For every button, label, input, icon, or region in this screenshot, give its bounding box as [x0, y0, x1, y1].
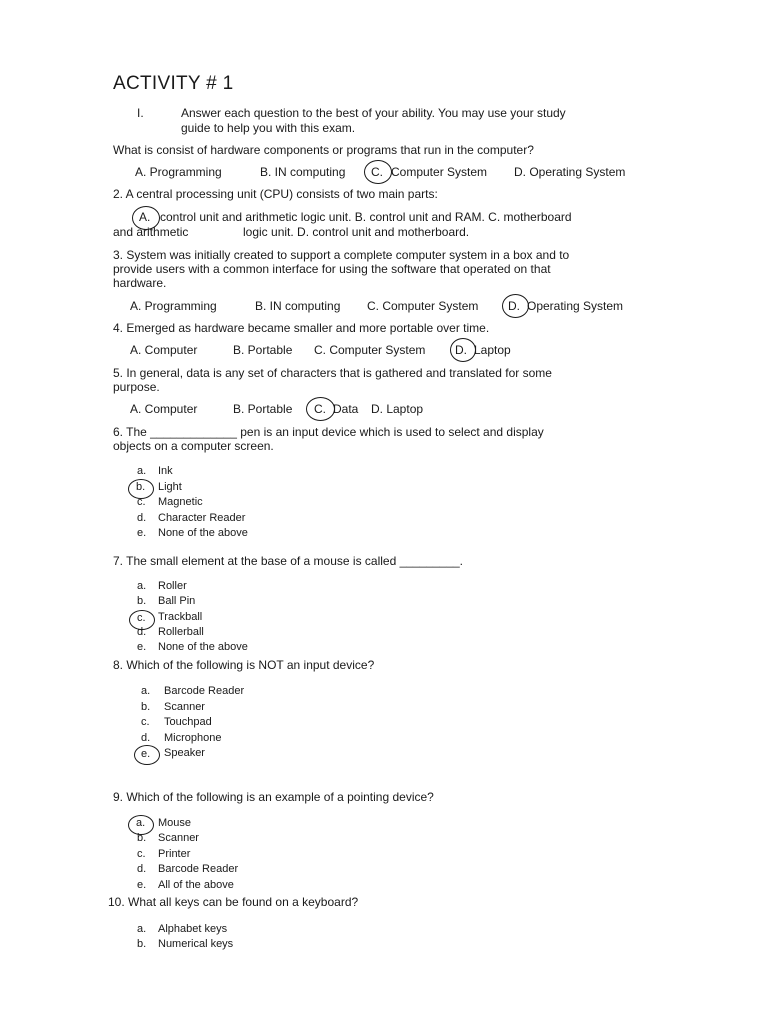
question-6-line-2: objects on a computer screen. — [113, 439, 274, 453]
q8-option-letter: e. — [141, 748, 151, 760]
instruction-numeral: I. — [137, 106, 144, 120]
q1-option-b: B. IN computing — [260, 165, 346, 179]
question-10-text: 10. What all keys can be found on a keyboard? — [108, 895, 359, 909]
q7-option-text: Trackball — [158, 611, 203, 623]
q6-option-text: None of the above — [158, 527, 248, 539]
q6-option-text: Character Reader — [158, 512, 246, 524]
q1-option-d: D. Operating System — [514, 165, 626, 179]
question-3-line-3: hardware. — [113, 276, 167, 290]
q9-option-text: Printer — [158, 848, 191, 860]
question-3-line-1: 3. System was initially created to support a complete computer system in a box and to — [113, 248, 570, 262]
q6-option-text: Light — [158, 481, 182, 493]
q9-option-letter: c. — [137, 848, 146, 860]
question-4-text: 4. Emerged as hardware became smaller and more portable over time. — [113, 321, 490, 335]
q9-option-text: All of the above — [158, 879, 234, 891]
q2-options-line-2b: logic unit. D. control unit and motherboard. — [243, 225, 470, 239]
q3-option-c: C. Computer System — [367, 299, 479, 313]
instruction-line-1: Answer each question to the best of your ability. You may use your study — [181, 106, 566, 120]
q6-option-letter: c. — [137, 496, 146, 508]
q8-option-text: Speaker — [164, 747, 205, 759]
q3-option-d: Operating System — [527, 299, 624, 313]
question-2-text: 2. A central processing unit (CPU) consists of two main parts: — [113, 187, 438, 201]
q2-options-line-2a: and arithmetic — [113, 225, 189, 239]
q7-option-letter: a. — [137, 580, 147, 592]
q4-option-c: C. Computer System — [314, 343, 426, 357]
q4-option-d: Laptop — [474, 343, 511, 357]
q8-option-text: Barcode Reader — [164, 685, 245, 697]
q8-option-text: Touchpad — [164, 716, 212, 728]
question-7-text: 7. The small element at the base of a mouse is called _________. — [113, 554, 463, 568]
q4-option-d-letter: D. — [455, 343, 467, 357]
q10-option-letter: a. — [137, 923, 147, 935]
q6-option-letter: e. — [137, 527, 147, 539]
q2-options-line-1: control unit and arithmetic logic unit. B. control unit and RAM. C. motherboard — [160, 210, 572, 224]
q7-option-letter: d. — [137, 626, 147, 638]
q5-option-c: Data — [333, 402, 359, 416]
question-6-line-1: 6. The _____________ pen is an input device which is used to select and display — [113, 425, 544, 439]
q9-option-letter: d. — [137, 863, 147, 875]
question-5-line-2: purpose. — [113, 380, 160, 394]
q3-option-b: B. IN computing — [255, 299, 341, 313]
q7-option-text: None of the above — [158, 641, 248, 653]
q6-option-letter: b. — [136, 481, 146, 493]
q8-option-letter: c. — [141, 716, 150, 728]
question-3-line-2: provide users with a common interface for using the software that operated on that — [113, 262, 551, 276]
q4-option-b: B. Portable — [233, 343, 293, 357]
q7-option-text: Ball Pin — [158, 595, 196, 607]
q6-option-letter: a. — [137, 465, 147, 477]
q8-option-letter: b. — [141, 701, 151, 713]
q6-option-text: Ink — [158, 465, 173, 477]
q3-option-a: A. Programming — [130, 299, 217, 313]
instruction-line-2: guide to help you with this exam. — [181, 121, 356, 135]
q10-option-text: Numerical keys — [158, 938, 234, 950]
q8-option-letter: d. — [141, 732, 151, 744]
q8-option-text: Microphone — [164, 732, 222, 744]
question-8-text: 8. Which of the following is NOT an input device? — [113, 658, 375, 672]
q7-option-text: Rollerball — [158, 626, 204, 638]
q5-option-a: A. Computer — [130, 402, 198, 416]
q5-option-b: B. Portable — [233, 402, 293, 416]
q8-option-text: Scanner — [164, 701, 205, 713]
q9-option-letter: b. — [137, 832, 147, 844]
q9-option-text: Barcode Reader — [158, 863, 239, 875]
q7-option-letter: c. — [137, 612, 146, 624]
q2-option-a-letter: A. — [139, 210, 151, 224]
q6-option-letter: d. — [137, 512, 147, 524]
q7-option-letter: e. — [137, 641, 147, 653]
q9-option-letter: e. — [137, 879, 147, 891]
q1-option-a: A. Programming — [135, 165, 222, 179]
q6-option-text: Magnetic — [158, 496, 203, 508]
question-9-text: 9. Which of the following is an example of a pointing device? — [113, 790, 434, 804]
q4-option-a: A. Computer — [130, 343, 198, 357]
q9-option-text: Mouse — [158, 817, 192, 829]
question-1-text: What is consist of hardware components or programs that run in the computer? — [113, 143, 534, 157]
q9-option-letter: a. — [136, 817, 146, 829]
q5-option-c-letter: C. — [314, 402, 326, 416]
q5-option-d: D. Laptop — [371, 402, 424, 416]
q9-option-text: Scanner — [158, 832, 199, 844]
q1-option-c-letter: C. — [371, 165, 383, 179]
q10-option-letter: b. — [137, 938, 147, 950]
q3-option-d-letter: D. — [508, 299, 520, 313]
q7-option-letter: b. — [137, 595, 147, 607]
q10-option-text: Alphabet keys — [158, 923, 228, 935]
q7-option-text: Roller — [158, 580, 187, 592]
page-title: ACTIVITY # 1 — [113, 73, 234, 94]
q1-option-c: Computer System — [391, 165, 488, 179]
q8-option-letter: a. — [141, 685, 151, 697]
question-5-line-1: 5. In general, data is any set of characters that is gathered and translated for some — [113, 366, 552, 380]
